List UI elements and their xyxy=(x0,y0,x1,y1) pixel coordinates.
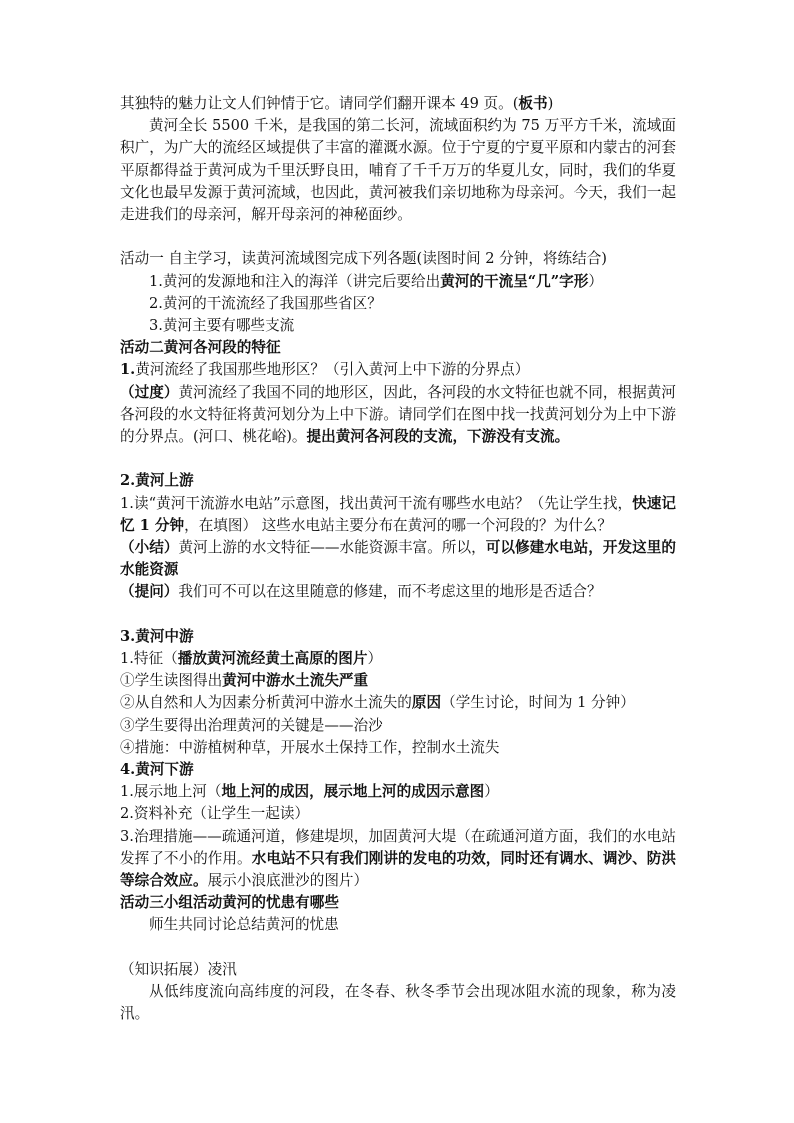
item-emphasis: 黄河中游水土流失严重 xyxy=(222,672,369,690)
feature-emphasis: 播放黄河流经黄土高原的图片 xyxy=(177,650,368,668)
upper-reach-summary xyxy=(120,537,676,581)
item-emphasis: 原因 xyxy=(411,694,442,712)
middle-reach-item-2 xyxy=(120,692,676,714)
middle-reach-feature xyxy=(120,648,676,670)
feature-close: ） xyxy=(367,650,383,668)
activity-1-title: 活动一 自主学习，读黄河流域图完成下列各题(读图时间 2 分钟，将练结合) xyxy=(120,250,607,268)
activity-2-title: 活动二黄河各河段的特征 xyxy=(120,339,281,357)
section-text: 黄河流经了我国那些地形区？（引入黄河上中下游的分界点） xyxy=(135,361,530,379)
section-number: 1. xyxy=(120,361,136,379)
spacer xyxy=(120,448,676,470)
intro-line xyxy=(120,93,676,115)
transition-label: （过度） xyxy=(120,383,179,401)
middle-reach-title: 3.黄河中游 xyxy=(120,627,194,645)
transition-text: 黄河流经了我国不同的地形区，因此，各河段的水文特征也就不同，根据黄河各河段的水文特征将黄河划分为上中下游。请同学们在图中找一找黄河划分为上中下游的分界点。(河口、桃花峪)。 xyxy=(120,383,676,446)
item-emphasis: 水电站不只有我们刚讲的发电的功效，同时还有调水、调沙、防洪等综合效应。 xyxy=(120,849,676,890)
middle-reach-item-1 xyxy=(120,670,676,692)
board-note: 板书 xyxy=(518,95,548,112)
spacer xyxy=(120,937,676,959)
question-text: 1.读“黄河干流游水电站”示意图，找出黄河干流有哪些水电站？（先让学生找， xyxy=(120,494,633,512)
question-text: 1.黄河的发源地和注入的海洋（讲完后要给出 xyxy=(149,272,441,290)
intro-text: 其独特的魅力让文人们钟情于它。请同学们翻开课本 49 页。( xyxy=(120,95,519,112)
question-text-2: ，在填图） 这些水电站主要分布在黄河的哪一个河段的？为什么？ xyxy=(184,516,612,534)
summary-text: 黄河上游的水文特征——水能资源丰富。所以， xyxy=(178,539,486,557)
summary-label: （小结） xyxy=(120,539,179,557)
upper-reach-title: 2.黄河上游 xyxy=(120,472,194,490)
lower-reach-item-3 xyxy=(120,826,676,893)
activity-3-title: 活动三小组活动黄河的忧患有哪些 xyxy=(120,894,339,912)
activity-1-question-1 xyxy=(120,271,676,293)
item-text: 1.展示地上河（ xyxy=(120,783,222,801)
spacer xyxy=(120,226,676,248)
upper-reach-prompt xyxy=(120,581,676,603)
item-emphasis: 地上河的成因，展示地上河的成因示意图 xyxy=(221,783,485,801)
question-close: ） xyxy=(588,272,603,290)
feature-text: 1.特征（ xyxy=(120,650,178,668)
yellow-river-intro-paragraph: 黄河全长 5500 千米，是我国的第二长河，流域面积约为 75 万平方千米，流域面积广，为广大的流经区域提供了丰富的灌溉水源。位于宁夏的宁夏平原和内蒙古的河套平原都得益于黄河成为千里沃野良田，哺育了千千万万的华夏儿女，同时，我们的华夏文化也最早发源于黄河流域，也因此，黄河被我们亲切地称为母亲河。今天，我们一起走进我们的母亲河，解开母亲河的神秘面纱。 xyxy=(120,117,676,224)
transition-emphasis: 提出黄河各河段的支流，下游没有支流。 xyxy=(306,428,570,446)
item-text: 3.治理措施——疏通河道，修建堤坝，加固黄河大堤（在疏通河道方面，我们的水电站发挥了不小的作用。 xyxy=(120,827,676,867)
item-text: ①学生读图得出 xyxy=(120,672,223,690)
prompt-text: 我们可不可以在这里随意的修建，而不考虑这里的地形是否适合？ xyxy=(178,583,602,601)
summary-emphasis: 可以修建水电站，开发这里的水能资源 xyxy=(120,539,676,579)
lower-reach-title: 4.黄河下游 xyxy=(120,761,194,779)
activity-3-body: 师生共同讨论总结黄河的忧患 xyxy=(149,916,339,934)
prompt-label: （提问） xyxy=(120,583,179,601)
lower-reach-item-1 xyxy=(120,781,676,803)
item-text-2: （学生讨论，时间为 1 分钟） xyxy=(441,694,635,712)
extension-body: 从低纬度流向高纬度的河段，在冬春、秋冬季节会出现冰阻水流的现象，称为凌汛。 xyxy=(120,983,676,1023)
middle-reach-item-4: ④措施：中游植树种草，开展水土保持工作，控制水土流失 xyxy=(120,738,500,756)
activity-1-question-2: 2.黄河的干流流经了我国那些省区？ xyxy=(149,294,382,312)
spacer xyxy=(120,604,676,626)
activity-2-section-1 xyxy=(120,359,676,381)
intro-close: ) xyxy=(547,95,554,112)
lower-reach-item-2: 2.资料补充（让学生一起读） xyxy=(120,805,310,823)
activity-1-question-3: 3.黄河主要有哪些支流 xyxy=(149,317,295,335)
document-body xyxy=(120,93,676,1025)
middle-reach-item-3: ③学生要得出治理黄河的关键是——治沙 xyxy=(120,716,383,734)
question-emphasis: 快速记忆 1 分钟 xyxy=(120,494,676,534)
extension-title: （知识拓展）凌汛 xyxy=(120,960,237,978)
item-text-2: 展示小浪底泄沙的图片） xyxy=(207,872,369,890)
transition-paragraph xyxy=(120,382,676,449)
upper-reach-question xyxy=(120,493,676,537)
item-close: ） xyxy=(484,783,499,801)
item-text: ②从自然和人为因素分析黄河中游水土流失的 xyxy=(120,694,412,712)
question-emphasis: 黄河的干流呈“几”字形 xyxy=(440,272,589,290)
